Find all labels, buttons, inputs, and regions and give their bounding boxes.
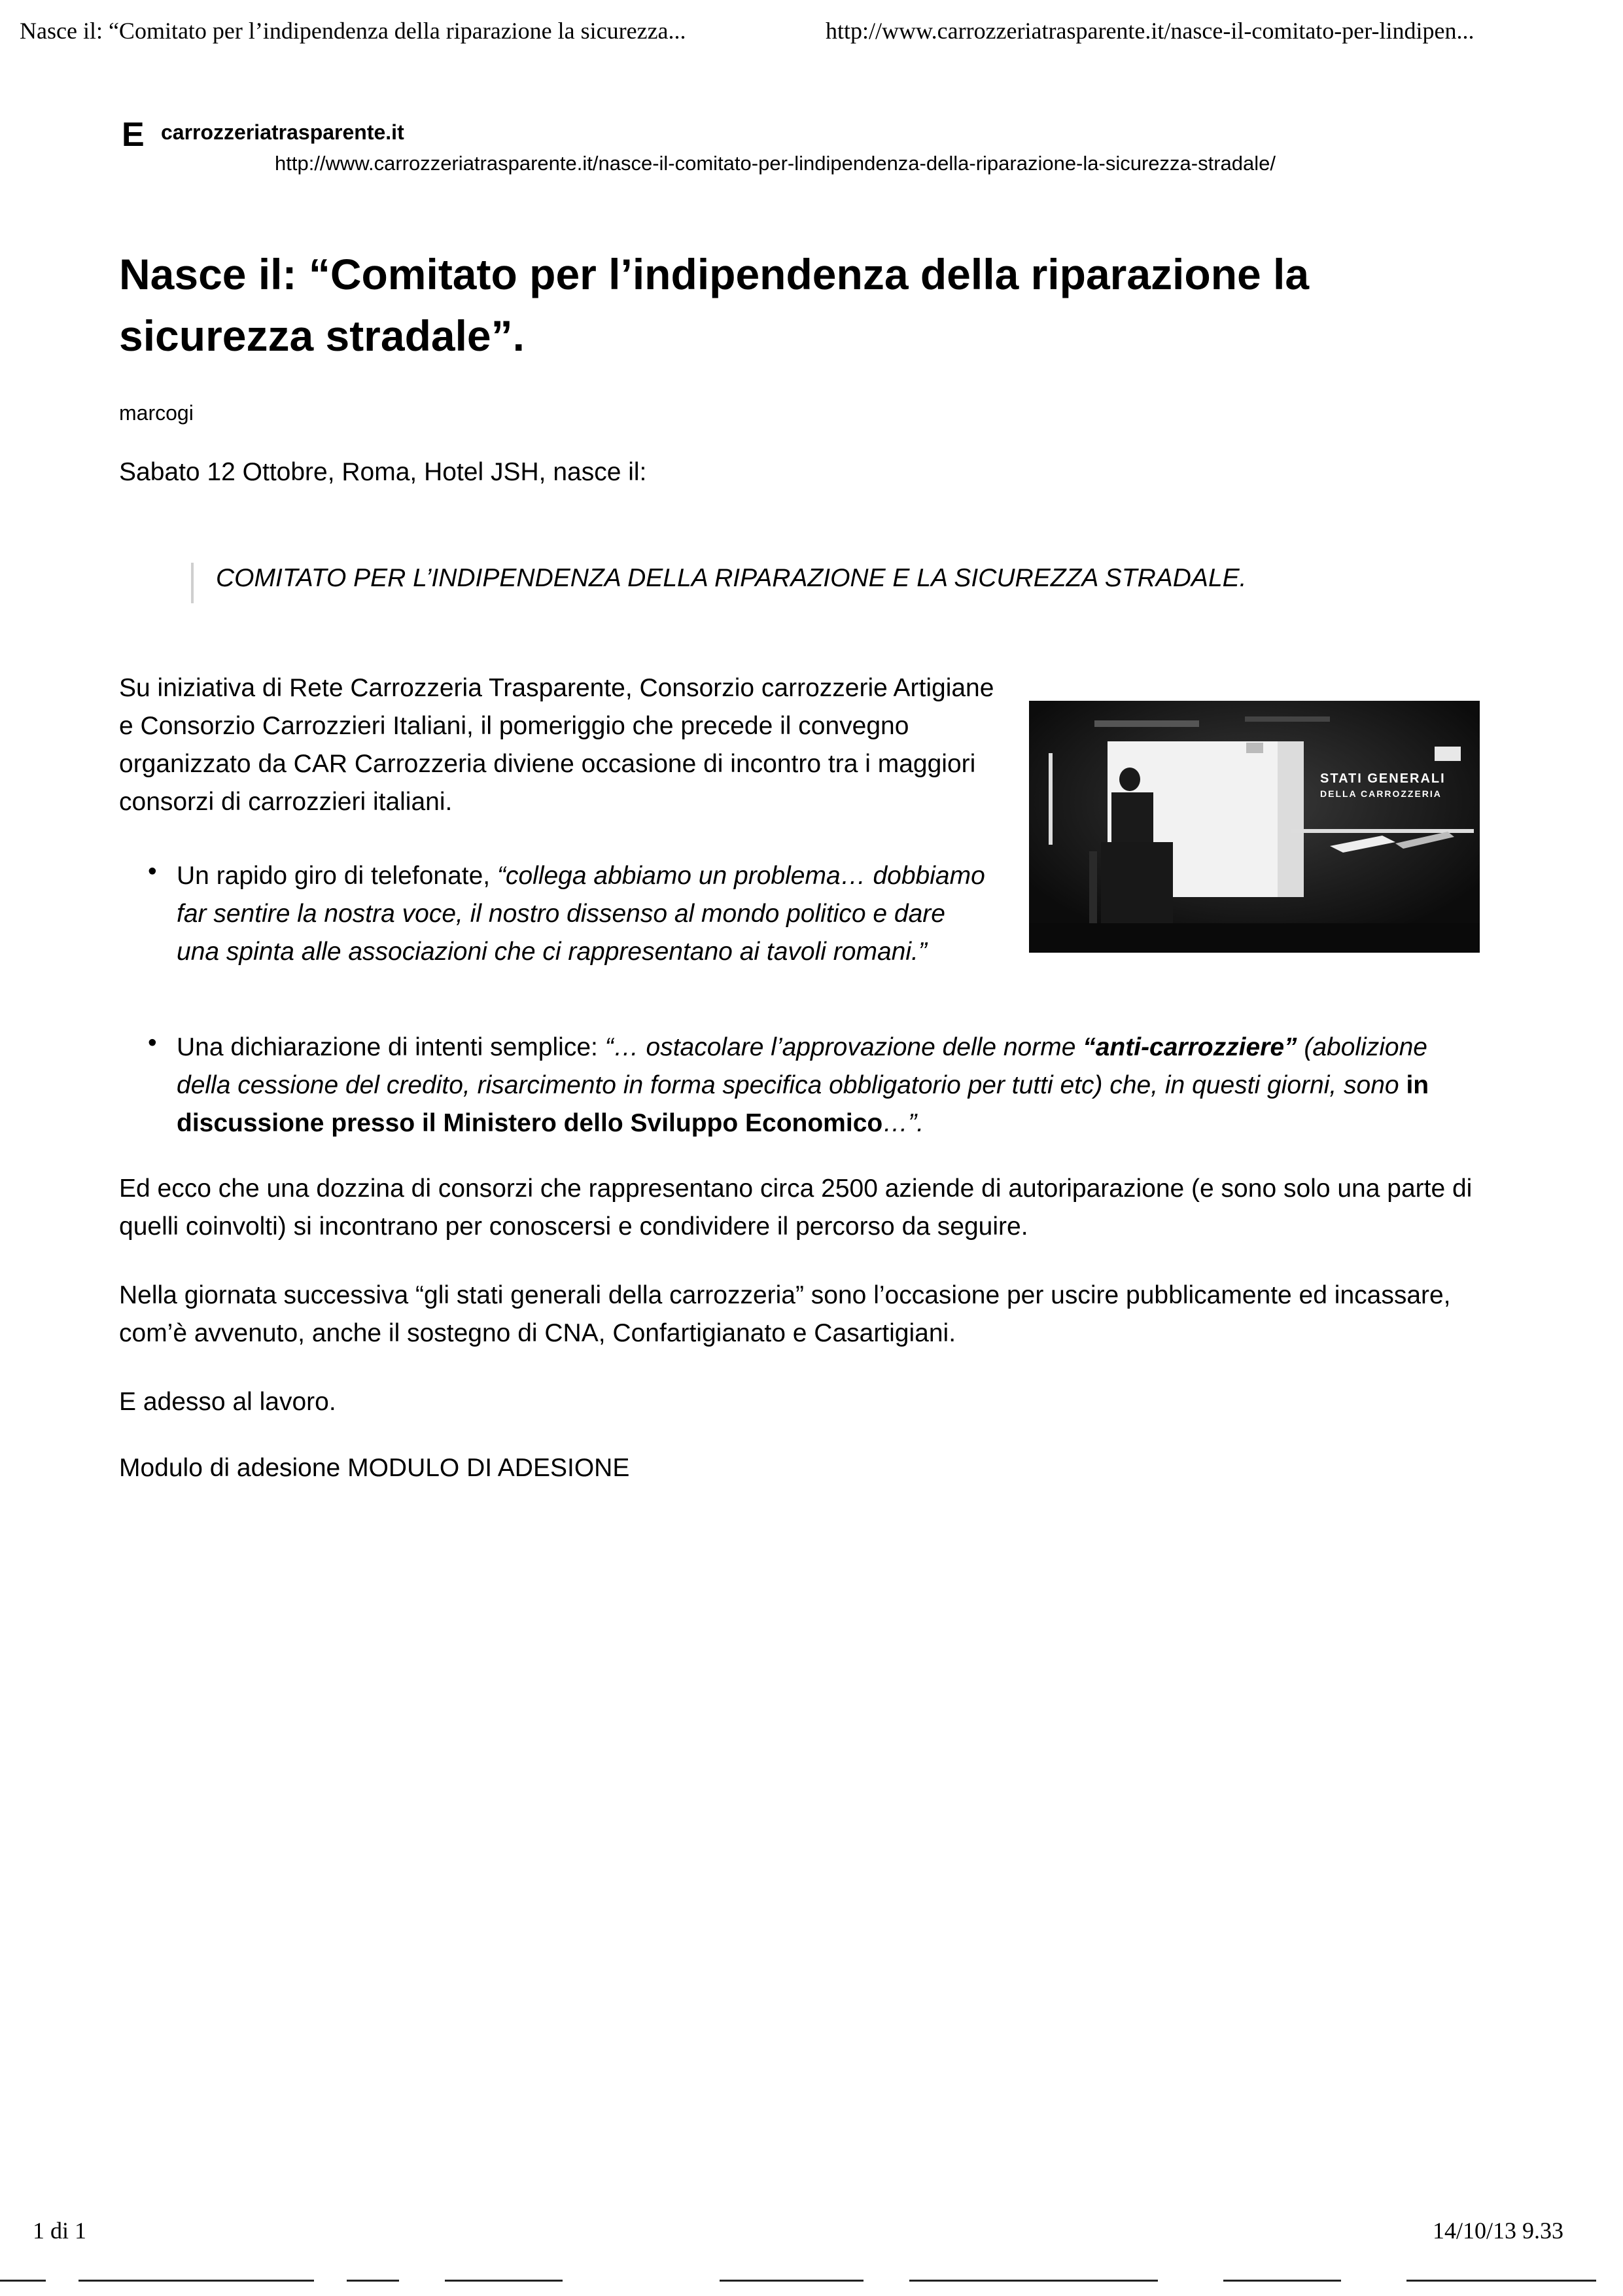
paragraph-initiative: Su iniziativa di Rete Carrozzeria Trasparente, Consorzio carrozzerie Artigiane e Consorzio Carrozzieri Italiani, il pomeriggio che precede il convegno organizzato da CAR Carrozzeria diviene occasione di incontro tra i maggiori consorzi di carrozzieri italiani. <box>119 674 994 816</box>
scan-line <box>1406 2280 1596 2282</box>
print-header-title: Nasce il: “Comitato per l’indipendenza della riparazione la sicurezza... <box>20 18 686 44</box>
blockquote-bar <box>191 563 194 603</box>
site-name[interactable]: carrozzeriatrasparente.it <box>161 120 404 144</box>
bullet-declaration-quote-middle: (abolizione della cessione del credito, risarcimento in forma specifica obbligatorio per tutti etc) che, in questi giorni, sono <box>177 1033 1427 1099</box>
scan-line <box>347 2280 399 2282</box>
bullet-declaration-quote-start: “… ostacolare l’approvazione delle norme <box>604 1033 1083 1061</box>
scan-line <box>909 2280 1158 2282</box>
paragraph-closing: E adesso al lavoro. <box>119 1388 336 1416</box>
paragraph-consortia: Ed ecco che una dozzina di consorzi che rappresentano circa 2500 aziende di autoriparazione (e sono solo una parte di quelli coinvolti) si incontrano per conoscersi e condividere il percorso da seguire. <box>119 1174 1473 1241</box>
event-photo <box>1029 701 1480 953</box>
scan-line <box>79 2280 314 2282</box>
scan-line <box>0 2280 46 2282</box>
paragraph-general-states: Nella giornata successiva “gli stati generali della carrozzeria” sono l’occasione per uscire pubblicamente ed incassare, com’è avvenuto, anche il sostegno di CNA, Confartigianato e Casartigiani. <box>119 1281 1451 1347</box>
source-url[interactable]: http://www.carrozzeriatrasparente.it/nasce-il-comitato-per-lindipendenza-della-riparazione-la-sicurezza-stradale/ <box>275 152 1276 175</box>
photo-banner-title: STATI GENERALI <box>1320 771 1446 786</box>
scan-line <box>445 2280 563 2282</box>
module-label: Modulo di adesione <box>119 1454 348 1482</box>
scan-line <box>1223 2280 1341 2282</box>
module-line <box>119 1454 629 1483</box>
photo-banner-subtitle: DELLA CARROZZERIA <box>1320 788 1442 799</box>
article-author[interactable]: marcogi <box>119 401 194 425</box>
article-title: Nasce il: “Comitato per l’indipendenza della riparazione la sicurezza stradale”. <box>119 250 1310 360</box>
print-header-url: http://www.carrozzeriatrasparente.it/nasce-il-comitato-per-lindipen... <box>826 18 1475 44</box>
intro-text: Sabato 12 Ottobre, Roma, Hotel JSH, nasce il: <box>119 458 647 486</box>
site-logo-icon: E <box>122 116 145 154</box>
bullet-phone-calls-lead: Un rapido giro di telefonate, <box>177 862 497 890</box>
bullet-icon: • <box>148 857 157 885</box>
bullet-declaration <box>177 1029 1478 1142</box>
bullet-declaration-quote-end: …”. <box>882 1109 924 1137</box>
blockquote: COMITATO PER L’INDIPENDENZA DELLA RIPARAZIONE E LA SICUREZZA STRADALE. <box>216 564 1247 592</box>
bullet-icon: • <box>148 1029 157 1057</box>
print-footer-page: 1 di 1 <box>33 2217 87 2244</box>
event-photo-graphic <box>1029 701 1480 953</box>
module-link[interactable]: MODULO DI ADESIONE <box>347 1454 630 1482</box>
scan-line <box>720 2280 864 2282</box>
bullet-declaration-ministry: in discussione presso il Ministero dello Sviluppo Economico <box>177 1071 1429 1137</box>
bullet-phone-calls-quote: “collega abbiamo un problema… dobbiamo far sentire la nostra voce, il nostro dissenso al mondo politico e dare una spinta alle associazioni che ci rappresentano ai tavoli romani.” <box>177 862 985 966</box>
bullet-declaration-emphasis: “anti-carrozziere” <box>1083 1033 1297 1061</box>
bullet-declaration-lead: Una dichiarazione di intenti semplice: <box>177 1033 605 1061</box>
print-footer-datetime: 14/10/13 9.33 <box>1433 2217 1564 2244</box>
bullet-phone-calls <box>177 857 994 971</box>
